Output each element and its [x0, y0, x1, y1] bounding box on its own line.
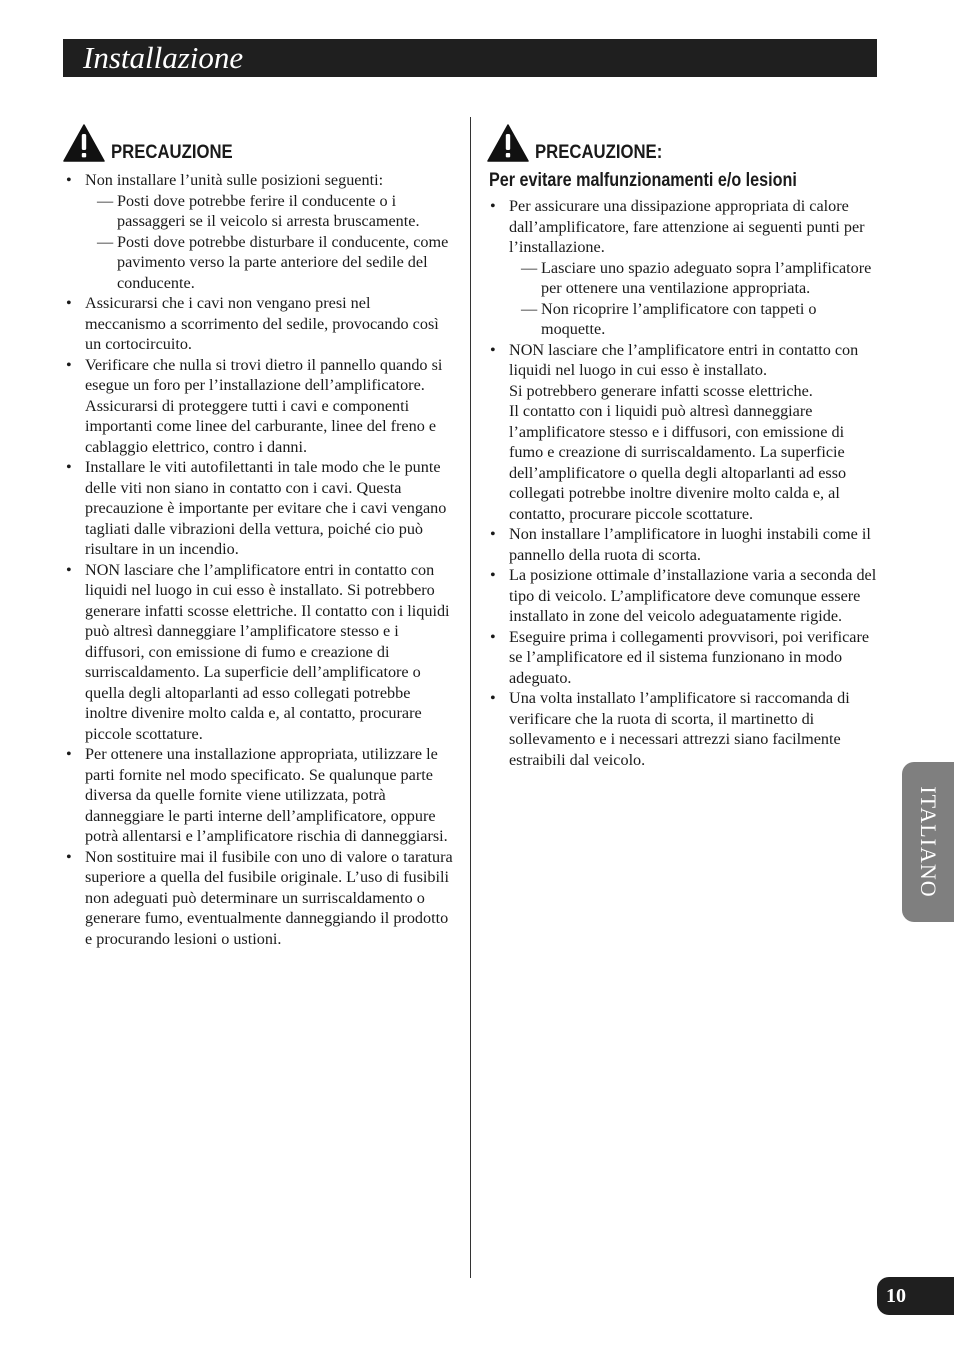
bullet-text: Si potrebbero generare infatti scosse elettriche. — [509, 381, 813, 400]
language-tab-label: ITALIANO — [916, 786, 941, 898]
bullet-text: • Non installare l’unità sulle posizioni seguenti: — [85, 171, 384, 189]
warning-triangle-icon — [487, 124, 529, 162]
list-item — [63, 170, 455, 293]
caution-list-right — [487, 196, 879, 770]
caution-heading-left — [63, 118, 455, 162]
caution-heading-right — [487, 118, 879, 162]
page-title: Installazione — [83, 40, 244, 75]
sub-item — [509, 299, 879, 340]
bullet-text: • NON lasciare che l’amplificatore entri in contatto con liquidi nel luogo in cui esso è installato. — [509, 340, 859, 379]
list-item: • Assicurarsi che i cavi non vengano presi nel meccanismo a scorrimento del sedile, provocando così un cortocircuito. — [63, 293, 455, 355]
list-item: • NON lasciare che l’amplificatore entri in contatto con liquidi nel luogo in cui esso è installato. Si potrebbero generare infatti scosse elettriche. Il contatto con i liquidi può altresì danneggiare l’amplificatore stesso e i diffusori, con emissione di fumo e creazione di surriscaldamento. La superficie dell’amplificatore o quella degli altoparlanti ad esso collegati potrebbe inoltre divenire molto calda e, al contatto, procurare piccole scottature. — [63, 560, 455, 745]
list-item: • Installare le viti autofilettanti in tale modo che le punte delle viti non siano in contatto con i cavi. Questa precauzione è importante per evitare che i cavi vengano tagliati dalle vibrazioni della vettura, poiché cio può risultare in un incendio. — [63, 457, 455, 560]
list-item: • Non sostituire mai il fusibile con uno di valore o taratura superiore a quella del fusibile originale. L’uso di fusibili non adeguati può determinare un surriscaldamento o generare fumo, eventualmente danneggiando il prodotto e procurando lesioni o ustioni. — [63, 847, 455, 950]
list-item: • Non installare l’amplificatore in luoghi instabili come il pannello della ruota di scorta. — [487, 524, 879, 565]
language-tab — [902, 762, 954, 922]
page-number: 10 — [886, 1285, 906, 1307]
dash-mark: — — [97, 232, 114, 251]
page-number-badge — [877, 1277, 954, 1315]
dash-mark: — — [97, 191, 114, 210]
warning-triangle-icon — [63, 124, 105, 162]
sub-item-text: Lasciare uno spazio adeguato sopra l’amplificatore per ottenere una ventilazione appropriata. — [541, 258, 872, 297]
list-item — [487, 196, 879, 340]
header-bar — [63, 39, 877, 77]
caution-title: PRECAUZIONE — [111, 142, 233, 163]
list-item: • Verificare che nulla si trovi dietro il pannello quando si esegue un foro per l’installazione dell’amplificatore. Assicurarsi di proteggere tutti i cavi e componenti importanti come linee del carburante, linee del freno e cablaggio elettrico, contro i danni. — [63, 355, 455, 458]
sub-item — [85, 232, 455, 294]
dash-mark: — — [521, 258, 538, 277]
sub-item-text: Posti dove potrebbe disturbare il conducente, come pavimento verso la parte anteriore del sedile del conducente. — [117, 232, 449, 292]
bullet-text: • Per assicurare una dissipazione appropriata di calore dall’amplificatore, fare attenzione ai seguenti punti per l’installazione. — [509, 197, 865, 256]
right-column — [487, 118, 879, 770]
sub-item-text: Posti dove potrebbe ferire il conducente o i passaggeri se il veicolo si arresta bruscamente. — [117, 191, 420, 230]
list-item: • Eseguire prima i collegamenti provvisori, poi verificare se l’amplificatore ed il sistema funzionano in modo adeguato. — [487, 627, 879, 689]
caution-subtitle: Per evitare malfunzionamenti e/o lesioni — [489, 170, 797, 191]
caution-title: PRECAUZIONE: — [535, 142, 663, 163]
list-item — [487, 340, 879, 525]
caution-list-left — [63, 170, 455, 949]
left-column — [63, 118, 455, 949]
list-item: • La posizione ottimale d’installazione varia a seconda del tipo di veicolo. L’amplificatore deve comunque essere installato in zone del veicolo adeguatamente rigide. — [487, 565, 879, 627]
list-item: • Per ottenere una installazione appropriata, utilizzare le parti fornite nel modo specificato. Se qualunque parte diversa da quelle fornite viene utilizzata, potrà danneggiare le parti interne dell’amplificatore, oppure potrà allentarsi e l’amplificatore rischia di danneggiarsi. — [63, 744, 455, 847]
bullet-text: Il contatto con i liquidi può altresì danneggiare l’amplificatore stesso e i diffusori, con emissione di fumo e creazione di surriscaldamento. La superficie dell’amplificatore o quella degli altoparlanti ad esso collegati potrebbe inoltre divenire molto calda e, al contatto, procurare piccole scottature. — [509, 402, 847, 523]
column-divider — [470, 117, 471, 1278]
sub-item — [85, 191, 455, 232]
list-item: • Una volta installato l’amplificatore si raccomanda di verificare che la ruota di scorta, il martinetto di sollevamento e i necessari attrezzi siano facilmente estraibili dal veicolo. — [487, 688, 879, 770]
sub-item-text: Non ricoprire l’amplificatore con tappeti o moquette. — [541, 299, 817, 338]
sub-item — [509, 258, 879, 299]
dash-mark: — — [521, 299, 538, 318]
